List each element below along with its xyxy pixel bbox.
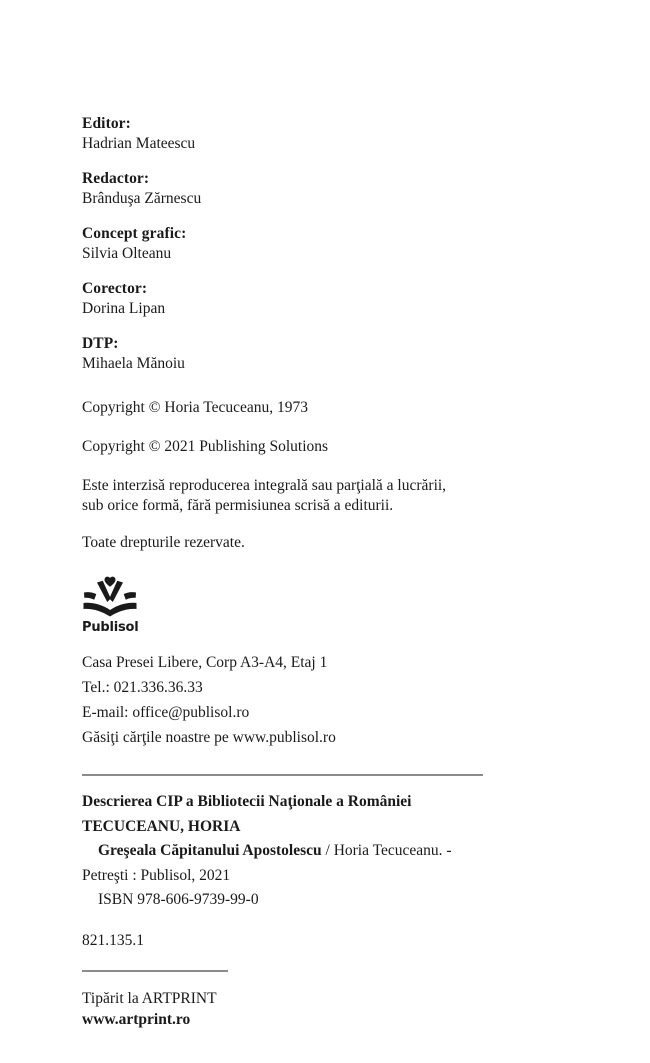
reproduction-notice [82,476,522,516]
cip-author: TECUCEANU, HORIA [82,817,241,835]
cip-title-line [82,839,522,864]
publisher-logo [82,576,142,635]
cip-heading: Descrierea CIP a Bibliotecii Naţionale a României [82,793,412,810]
page-content [82,114,522,1030]
credit-person-name: Dorina Lipan [82,300,166,317]
publisher-address: Casa Presei Libere, Corp A3-A4, Etaj 1 [82,654,328,671]
publisol-book-icon [82,576,138,618]
cip-imprint: Petreşti : Publisol, 2021 [82,866,231,884]
credit-redactor [82,169,522,209]
credit-corector [82,279,522,319]
cip-top-divider [82,774,483,776]
cip-title-suffix: / Horia Tecuceanu. - [321,842,452,859]
credit-role-label: DTP: [82,335,119,352]
reproduction-notice-line1: Este interzisă reproducerea integrală sau parţială a lucrării, [82,477,447,494]
cip-isbn: ISBN 978-606-9739-99-0 [98,891,259,908]
credit-role-label: Corector: [82,280,148,297]
credit-dtp [82,334,522,374]
rights-reserved-line: Toate drepturile rezervate. [82,534,245,551]
printer-divider [82,970,228,972]
publisher-website: Găsiţi cărţile noastre pe www.publisol.ro [82,729,336,746]
cip-book-title: Greşeala Căpitanului Apostolescu [98,842,322,859]
copyright-author-line: Copyright © Horia Tecuceanu, 1973 [82,399,309,416]
credit-person-name: Brânduşa Zărnescu [82,190,202,207]
credit-concept-grafic [82,224,522,264]
printer-name-line: Tipărit la ARTPRINT [82,989,217,1007]
credit-role-label: Redactor: [82,170,150,187]
reproduction-notice-line2: sub orice formă, fără permisiunea scrisă a editurii. [82,497,394,514]
copyright-publisher-line: Copyright © 2021 Publishing Solutions [82,438,329,455]
cip-classification-code: 821.135.1 [82,931,144,949]
credit-person-name: Mihaela Mănoiu [82,355,185,372]
credit-person-name: Silvia Olteanu [82,245,172,262]
publisher-phone: Tel.: 021.336.36.33 [82,679,203,696]
publisol-wordmark: Publisol [82,620,139,635]
credit-person-name: Hadrian Mateescu [82,135,196,152]
credit-editor [82,114,522,154]
publisher-email: E-mail: office@publisol.ro [82,704,250,721]
printer-website: www.artprint.ro [82,1010,191,1028]
credit-role-label: Concept grafic: [82,225,187,242]
credit-role-label: Editor: [82,115,131,132]
